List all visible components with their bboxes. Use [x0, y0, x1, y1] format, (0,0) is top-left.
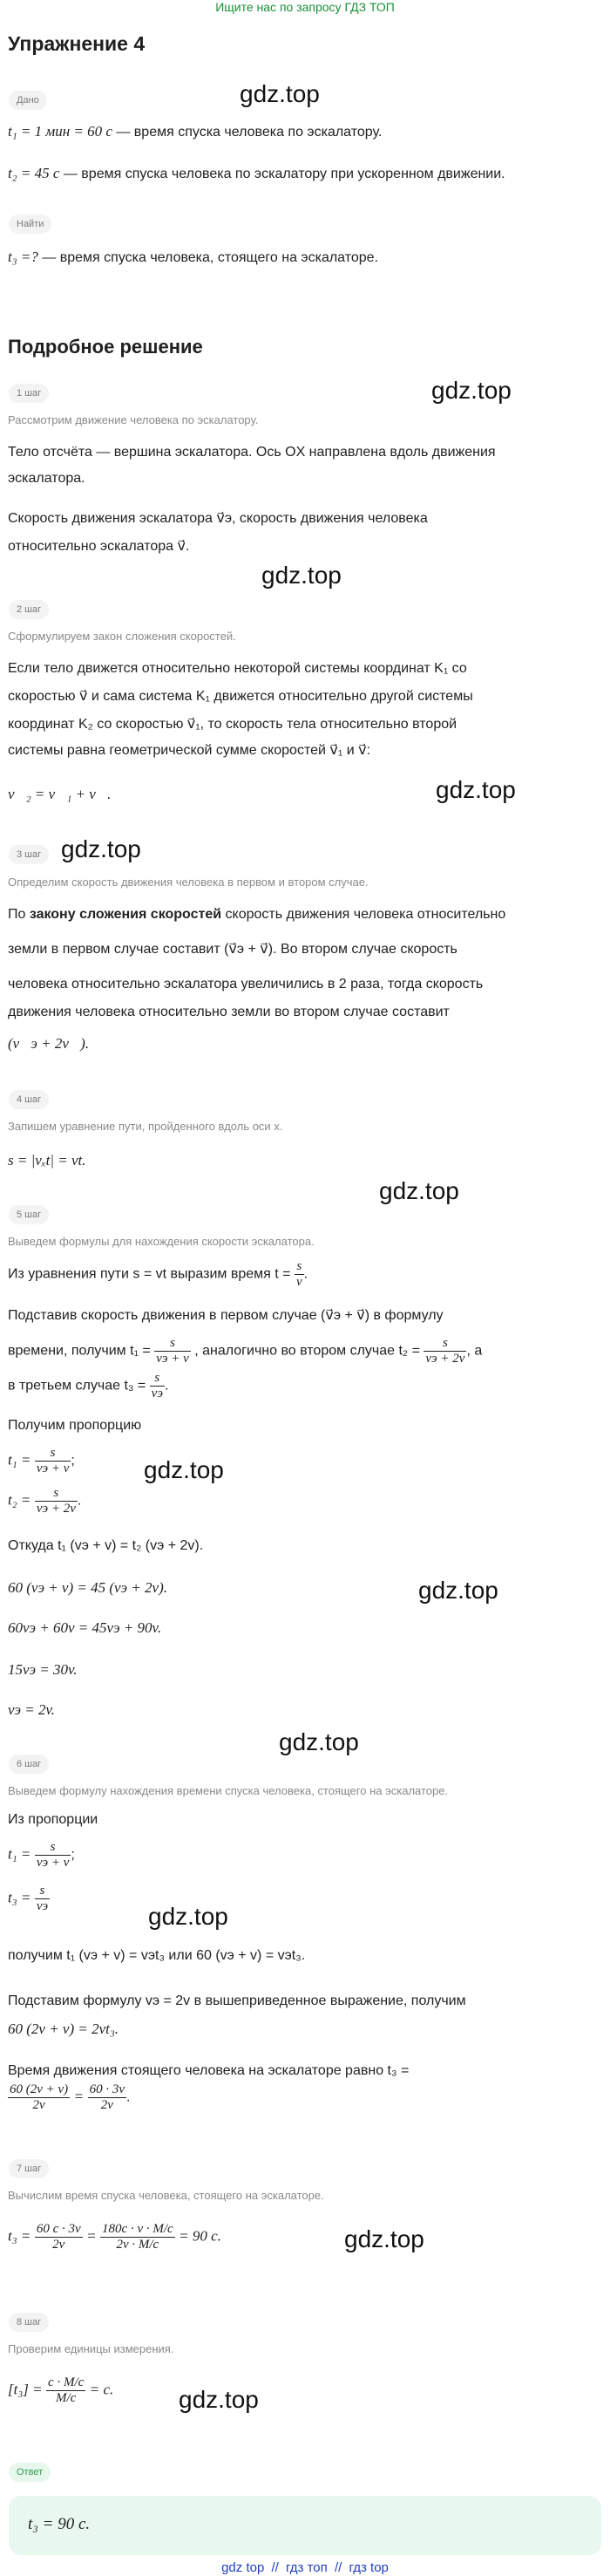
watermark: gdz.top — [179, 2386, 259, 2413]
step-1-text: относительно эскалатора v⃗. — [8, 539, 190, 554]
step-7-formula: t₃ = $\frac{60 с \cdot 3v}{2v}$ = $\frac{180с \cdot v \cdot M/c}{2v \cdot M/c}$ = 90 с. — [8, 2222, 221, 2252]
watermark: gdz.top — [261, 562, 342, 589]
watermark: gdz.top — [344, 2225, 424, 2252]
watermark: gdz.top — [379, 1177, 459, 1204]
step-6-label: 6 шаг — [9, 1755, 49, 1774]
step-5-eq: 60vэ + 60v = 45vэ + 90v. — [8, 1619, 162, 1636]
step-3-hint: Определим скорость движения человека в первом и втором случае. — [8, 876, 369, 889]
step-4-hint: Запишем уравнение пути, пройденного вдоль оси x. — [8, 1120, 283, 1133]
step-5-text: Из уравнения пути s = vt выразим время t = $\frac{s}{v}$ . — [8, 1259, 308, 1289]
find-label: Найти — [9, 215, 51, 234]
fraction: $\frac{s}{vэ + 2v}$ — [425, 1336, 465, 1366]
step-2-hint: Сформулируем закон сложения скоростей. — [8, 630, 236, 643]
step-2-label: 2 шаг — [9, 600, 49, 619]
watermark: gdz.top — [148, 1903, 228, 1930]
given-label: Дано — [9, 91, 47, 110]
step-3-text: По закону сложения скоростей скорость движения человека относительно — [8, 907, 506, 922]
step-2-text: скоростью v⃗ и сама система K₁ движется относительно другой системы — [8, 689, 473, 704]
step-6-text: получим t₁ (vэ + v) = vэt₃ или 60 (vэ + v) = vэt₃. — [8, 1948, 306, 1963]
step-2-text: координат K₂ со скоростью v⃗₁, то скорость тела относительно второй — [8, 717, 458, 732]
step-4-label: 4 шаг — [9, 1090, 49, 1109]
step-5-text: Откуда t₁ (vэ + v) = t₂ (vэ + 2v). — [8, 1538, 204, 1553]
watermark: gdz.top — [418, 1577, 498, 1604]
step-1-hint: Рассмотрим движение человека по эскалатору. — [8, 413, 259, 426]
step-2-formula: v⃗₂ = v⃗₁ + v⃗. — [8, 786, 112, 802]
fraction: $\frac{s}{vэ}$ — [151, 1371, 163, 1400]
step-3-text: движения человека относительно земли во втором случае составит — [8, 1005, 450, 1019]
answer-label: Ответ — [9, 2463, 51, 2482]
step-3-text: земли в первом случае составит (v⃗э + v⃗). Во втором случае скорость — [8, 942, 458, 957]
step-5-hint: Выведем формулы для нахождения скорости эскалатора. — [8, 1235, 315, 1248]
step-8-label: 8 шаг — [9, 2313, 49, 2332]
fraction: $\frac{s}{vэ + v}$ — [36, 1840, 70, 1870]
fraction: $\frac{s}{vэ + v}$ — [36, 1446, 70, 1475]
footer-links — [0, 2560, 610, 2575]
step-6-eq: t₃ = $\frac{s}{vэ}$ — [8, 1884, 49, 1913]
fraction: $\frac{60 с \cdot 3v}{2v}$ — [36, 2222, 81, 2252]
step-3-text: человека относительно эскалатора увеличились в 2 раза, тогда скорость — [8, 977, 484, 992]
fraction: $\frac{60 \cdot 3v}{2v}$ — [89, 2082, 125, 2112]
step-5-text: времени, получим t₁ = $\frac{s}{vэ + v}$ , аналогично во втором случае t₂ = $\frac{s}{vэ + 2v}$ , а — [8, 1336, 483, 1366]
step-1-label: 1 шаг — [9, 384, 49, 403]
step-3-text: (v⃗э + 2v⃗). — [8, 1035, 90, 1052]
step-6-eq: $\frac{60 (2v + v)}{2v}$ = $\frac{60 \cdot 3v}{2v}$ . — [10, 2082, 131, 2112]
footer-link[interactable]: gdz top — [221, 2560, 265, 2575]
step-5-eq: vэ = 2v. — [8, 1701, 56, 1718]
page-title: Упражнение 4 — [8, 32, 146, 55]
footer-link[interactable]: гдз top — [349, 2560, 389, 2575]
fraction: $\frac{s}{vэ}$ — [36, 1884, 49, 1913]
watermark: gdz.top — [240, 80, 320, 107]
watermark: gdz.top — [436, 776, 516, 803]
step-1-text: Тело отсчёта — вершина эскалатора. Ось OX направлена вдоль движения — [8, 445, 496, 460]
step-5-eq: t₂ = $\frac{s}{vэ + 2v}$ . — [8, 1486, 82, 1516]
footer-link[interactable]: гдз топ — [286, 2560, 328, 2575]
answer-box — [9, 2496, 601, 2555]
step-6-eq: t₁ = $\frac{s}{vэ + v}$ ; — [8, 1840, 75, 1870]
step-5-text: в третьем случае t₃ = $\frac{s}{vэ}$ . — [8, 1371, 169, 1400]
fraction: $\frac{s}{vэ + v}$ — [156, 1336, 189, 1366]
fraction: $\frac{s}{vэ + 2v}$ — [36, 1486, 76, 1516]
footer-separator: // — [334, 2560, 342, 2575]
step-1-text: Скорость движения эскалатора v⃗э, скорость движения человека — [8, 511, 428, 526]
given-t2: t₂ = 45 с — время спуска человека по эскалатору при ускоренном движении. — [8, 165, 505, 181]
step-8-hint: Проверим единицы измерения. — [8, 2342, 174, 2355]
step-7-hint: Вычислим время спуска человека, стоящего на эскалаторе. — [8, 2189, 324, 2202]
top-banner[interactable]: Ищите нас по запросу ГДЗ ТОП — [0, 0, 610, 16]
watermark: gdz.top — [144, 1456, 224, 1483]
step-8-formula: [t₃] = $\frac{с \cdot M/c}{M/c}$ = с. — [8, 2375, 114, 2405]
fraction: $\frac{60 (2v + v)}{2v}$ — [10, 2082, 69, 2112]
step-6-eq: 60 (2v + v) = 2vt₃. — [8, 2021, 119, 2037]
step-3-label: 3 шаг — [9, 845, 49, 864]
answer-value: t₃ = 90 с. — [28, 2515, 91, 2533]
step-1-text: эскалатора. — [8, 471, 85, 486]
step-5-eq: 60 (vэ + v) = 45 (vэ + 2v). — [8, 1579, 167, 1596]
step-6-text: Время движения стоящего человека на эскалаторе равно t₃ = — [8, 2063, 410, 2078]
watermark: gdz.top — [61, 835, 141, 862]
footer-separator: // — [271, 2560, 279, 2575]
step-6-text: Подставим формулу vэ = 2v в вышеприведенное выражение, получим — [8, 1993, 466, 2008]
step-2-text: системы равна геометрической сумме скоростей v⃗₁ и v⃗: — [8, 743, 370, 758]
step-6-text: Из пропорции — [8, 1812, 98, 1827]
step-2-text: Если тело движется относительно некоторой системы координат K₁ со — [8, 661, 467, 676]
fraction: $\frac{180с \cdot v \cdot M/c}{2v \cdot M/c}$ — [102, 2222, 173, 2252]
solution-title: Подробное решение — [8, 336, 203, 358]
step-4-formula: s = |vₓt| = vt. — [8, 1152, 86, 1169]
watermark: gdz.top — [279, 1728, 359, 1755]
given-t1: t₁ = 1 мин = 60 с — время спуска человека по эскалатору. — [8, 123, 383, 140]
step-5-eq: 15vэ = 30v. — [8, 1661, 78, 1678]
step-5-label: 5 шаг — [9, 1205, 49, 1224]
law-link[interactable]: закону сложения скоростей — [29, 907, 222, 922]
step-5-eq: t₁ = $\frac{s}{vэ + v}$ ; — [8, 1446, 75, 1475]
fraction: $\frac{с \cdot M/c}{M/c}$ — [48, 2375, 85, 2405]
step-5-text: Получим пропорцию — [8, 1418, 142, 1433]
step-5-text: Подставив скорость движения в первом случае (v⃗э + v⃗) в формулу — [8, 1308, 444, 1323]
watermark: gdz.top — [431, 377, 512, 404]
fraction: $\frac{s}{v}$ — [295, 1259, 302, 1289]
step-7-label: 7 шаг — [9, 2159, 49, 2178]
step-6-hint: Выведем формулу нахождения времени спуска человека, стоящего на эскалаторе. — [8, 1784, 449, 1797]
find-t3: t₃ =? — время спуска человека, стоящего на эскалаторе. — [8, 249, 379, 265]
